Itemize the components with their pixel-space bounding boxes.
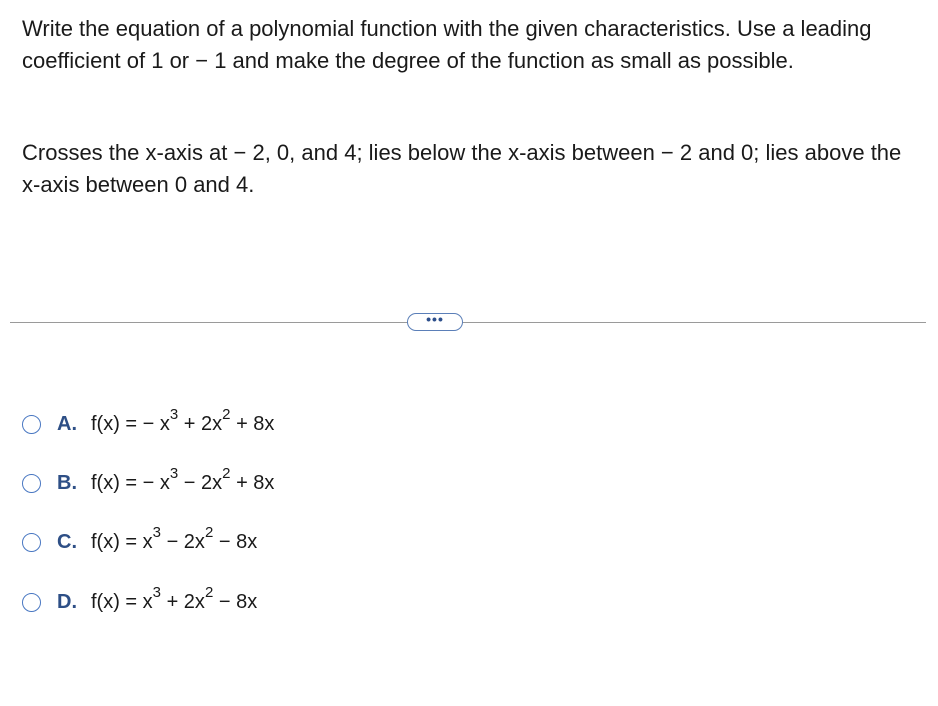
option-letter: C. (57, 530, 77, 553)
option-letter: D. (57, 590, 77, 613)
option-a[interactable] (22, 404, 274, 444)
option-d[interactable] (22, 582, 257, 622)
radio-button-icon[interactable] (22, 533, 41, 552)
show-more-button[interactable] (407, 313, 463, 331)
option-expression: $f(x) = x^3 - 2x^2 - 8x$ (91, 523, 258, 553)
more-dots-icon: ••• (426, 311, 444, 327)
option-expression: f(x) = − $x^3 + 2x^2 + 8x$ (91, 405, 275, 435)
question-conditions: Crosses the x-axis at − 2, 0, and 4; lies below the x-axis between − 2 and 0; lies above the x-axis between 0 and 4. (22, 140, 902, 197)
radio-button-icon[interactable] (22, 474, 41, 493)
option-expression: $f(x) = x^3 + 2x^2 - 8x$ (91, 583, 258, 613)
radio-button-icon[interactable] (22, 415, 41, 434)
radio-button-icon[interactable] (22, 593, 41, 612)
option-letter: A. (57, 412, 77, 435)
section-divider (10, 322, 926, 323)
option-expression: f(x) = − $x^3 - 2x^2 + 8x$ (91, 464, 275, 494)
option-b[interactable] (22, 463, 274, 503)
option-letter: B. (57, 471, 77, 494)
question-instructions: Write the equation of a polynomial function with the given characteristics. Use a leading coefficient of 1 or − 1 and make the degree of the function as small as possible. (22, 16, 872, 73)
option-c[interactable] (22, 522, 257, 562)
